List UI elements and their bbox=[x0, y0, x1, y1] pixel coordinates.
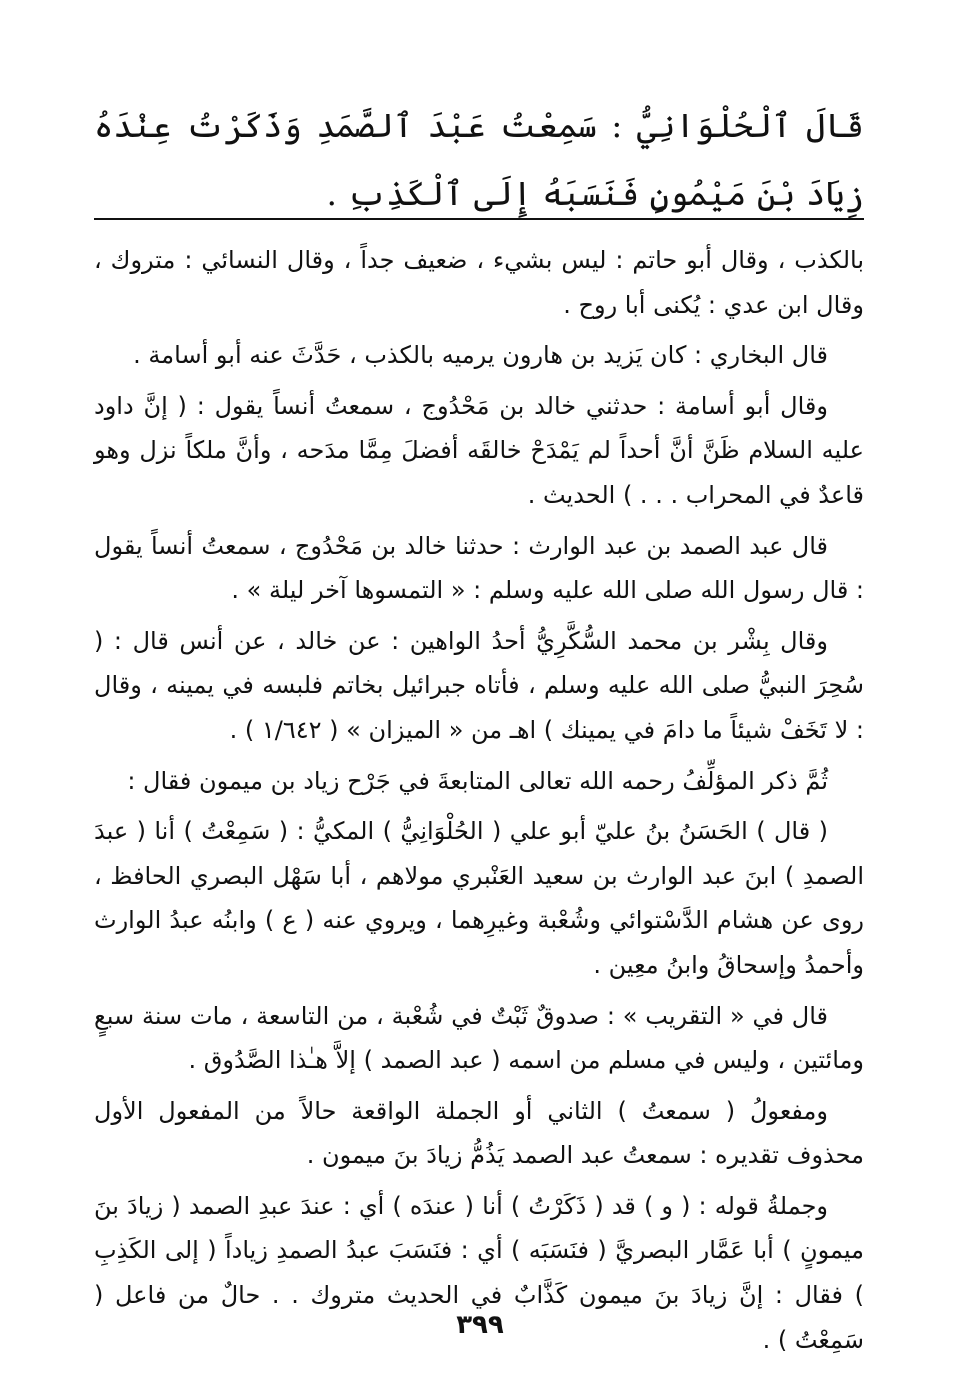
commentary-paragraph: قال البخاري : كان يَزيد بن هارون يرميه بالكذب ، حَدَّثَ عنه أبو أسامة . bbox=[133, 341, 828, 370]
commentary-paragraph: ( قال ) الحَسَنُ بنُ عليّ أبو علي ( الحُلْوَانِيُّ ) المكيُّ : ( سَمِعْتُ ) أنا ( عبدَ الصمدِ ) ابنَ عبد الوارث بن سعيد العَنْبري مولاهم ، أبا سَهْل البصري الحافظ ، روى عن هشام الدَّسْتوائي وشُعْبة وغيرِهما ، ويروي عنه ( ع ) وابنُه عبدُ الوارث وأحمدُ وإسحاقُ وابنُ معِين . bbox=[94, 817, 864, 979]
page-number: ٣٩٩ bbox=[456, 1310, 504, 1340]
commentary-paragraph: قال عبد الصمد بن عبد الوارث : حدثنا خالد بن مَحْدُوج ، سمعتُ أنساً يقول : قال رسول الله صلى الله عليه وسلم : « التمسوها آخر ليلة » . bbox=[94, 531, 864, 605]
commentary-paragraph: بالكذب ، وقال أبو حاتم : ليس بشيء ، ضعيف جداً ، وقال النسائي : متروك ، وقال ابن عدي : يُكنى أبا روح . bbox=[94, 246, 864, 319]
footnote-separator bbox=[94, 218, 864, 220]
commentary-paragraph: وجملةُ قوله : ( و ) قد ( ذَكَرْتُ ) أنا ( عندَه ) أي : عندَ عبدِ الصمد ( زيادَ بنَ ميمونٍ ) أبا عَمَّار البصريَّ ( فنَسَبَه ) أي : فنَسَبَ عبدُ الصمدِ زياداً ( إلى الكَذِبِ ) فقال : إنَّ زيادَ بنَ ميمون كَذَّابٌ في الحديث متروك . . حالٌ من فاعل ( سَمِعْتُ ) . bbox=[94, 1191, 864, 1354]
commentary-paragraph: ثُمَّ ذكر المؤلِّفُ رحمه الله تعالى المتابعةَ في جَرْح زياد بن ميمون فقال : bbox=[127, 766, 828, 795]
commentary-paragraph: ومفعولُ ( سمعتُ ) الثاني أو الجملة الواقعة حالاً من المفعول الأول محذوف تقديره : سمعتُ عبد الصمد يَذُمُّ زيادَ بنَ ميمون . bbox=[94, 1096, 864, 1170]
commentary-paragraph: قال في « التقريب » : صدوقٌ ثَبْتٌ في شُعْبة ، من التاسعة ، مات سنة سبعٍ ومائتين ، وليس في مسلم من اسمه ( عبد الصمد ) إلاَّ هـٰذا الصَّدُوق . bbox=[94, 1001, 864, 1075]
commentary bbox=[94, 238, 864, 1368]
hadith-text: قَالَ ٱلْحُلْوَانِيُّ : سَمِعْتُ عَبْدَ ٱلصَّمَدِ وَذَكَرْتُ عِنْدَهُ زِيَادَ بْنَ مَيْمُونٍ فَنَسَبَهُ إِلَى ٱلْكَذِبِ . bbox=[94, 106, 864, 213]
commentary-paragraph: وقال بِشْر بن محمد السُّكَّرِيُّ أحدُ الواهين : عن خالد ، عن أنس قال : ( سُحِرَ النبيُّ صلى الله عليه وسلم ، فأتاه جبرائيل بخاتم فلبسه في يمينه ، وقال : لا تَخَفْ شيئاً ما دامَ في يمينك ) اهـ من « الميزان » ( ١/٦٤٢ ) . bbox=[94, 626, 864, 744]
commentary-paragraph: وقال أبو أسامة : حدثني خالد بن مَحْدُوج ، سمعتُ أنساً يقول : ( إنَّ داود عليه السلام ظَنَّ أنَّ أحداً لم يَمْدَحْ خالقَه أفضلَ مِمَّا مدَحه ، وأنَّ ملكاً نزل وهو قاعدٌ في المحراب . . . ) الحديث . bbox=[94, 391, 864, 509]
